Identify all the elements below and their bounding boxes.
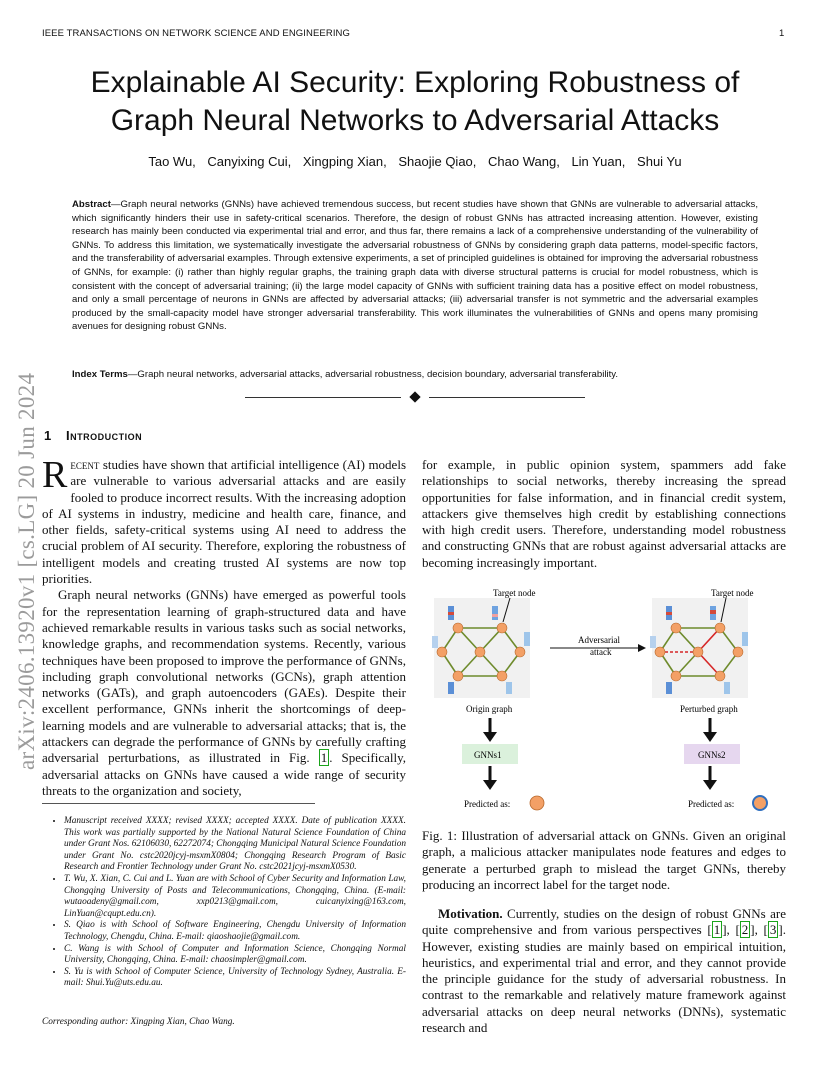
index-terms-text: —Graph neural networks, adversarial attacks, adversarial robustness, decision boundary, adversarial transferability. bbox=[127, 369, 619, 380]
index-terms-label: Index Terms bbox=[72, 369, 128, 380]
adversarial-attack-arrow bbox=[550, 635, 646, 657]
index-terms bbox=[72, 368, 758, 382]
arxiv-stamp: arXiv:2406.13920v1 [cs.LG] 20 Jun 2024 bbox=[14, 372, 39, 770]
origin-graph-label: Origin graph bbox=[466, 704, 513, 714]
origin-graph bbox=[432, 588, 535, 714]
section-number: 1 bbox=[44, 428, 52, 443]
page-number: 1 bbox=[779, 28, 785, 39]
running-head: IEEE TRANSACTIONS ON NETWORK SCIENCE AND ENGINEERING bbox=[42, 28, 351, 39]
drop-cap: R bbox=[42, 454, 68, 496]
target-node-label: Target node bbox=[711, 588, 754, 598]
author: Shaojie Qiao, bbox=[398, 154, 477, 169]
gnn1-label: GNNs1 bbox=[474, 750, 502, 760]
right-column-top bbox=[422, 457, 786, 571]
target-node-label: Target node bbox=[493, 588, 536, 598]
abstract-text: —Graph neural networks (GNNs) have achieved tremendous success, but recent studies have shown that GNNs are vulnerable to adversarial attacks, which significantly hinders their use in safety-critical scenarios. Therefore, the design of robust GNNs has attracted increasing attention. However, existing research has mainly been conducted via experimental trial and error, and thus far, there remains a lack of a comprehensive understanding of the vulnerability of GNNs. To address this limitation, we systematically investigate the adversarial robustness of GNNs by considering graph data patterns, model-specific factors, and the transferability of adversarial examples. Through extensive experiments, a set of principled guidelines is obtained for improving the adversarial robustness of GNNs, for example: (i) rather than highly regular graphs, the training graph data with diverse structural patterns is crucial for model robustness, which is consistent with the concept of adversarial training; (ii) the large model capacity of GNNs with sufficient training data has a positive effect on model robustness, and only a small percentage of neurons in GNNs are affected by adversarial attacks; (iii) adversarial transfer is not symmetric and the adversarial examples produced by the small-capacity model have stronger adversarial transferability. This work illuminates the vulnerabilities of GNNs and opens many promising avenues for designing robust GNNs. bbox=[72, 199, 758, 333]
svg-text:attack: attack bbox=[590, 647, 612, 657]
svg-text:Adversarial: Adversarial bbox=[578, 635, 620, 645]
footnote: • C. Wang is with School of Computer and Information Science, Chongqing Normal University, Chongqing, China. E-mail: chaosimpler@gmail.com. bbox=[64, 944, 406, 967]
corresponding-author: Corresponding author: Xingping Xian, Chao Wang. bbox=[42, 1017, 235, 1027]
author: Chao Wang, bbox=[488, 154, 560, 169]
author: Xingping Xian, bbox=[302, 154, 387, 169]
section-title: Introduction bbox=[66, 428, 143, 443]
predicted-label-left: Predicted as: bbox=[464, 799, 511, 809]
author: Canyixing Cui, bbox=[207, 154, 292, 169]
predicted-label-right: Predicted as: bbox=[688, 799, 735, 809]
author: Lin Yuan, bbox=[571, 154, 626, 169]
section-divider bbox=[245, 394, 585, 402]
left-column bbox=[42, 454, 406, 799]
figure-1 bbox=[420, 578, 790, 818]
right-paragraph-1: for example, in public opinion system, spammers add fake relationships to social networks, thereby increasing the spread opportunities for false information, and in financial credit system, attackers give themselves high credit by establishing connections with high credit users. Therefore, understanding model robustness and constructing GNNs that are robust against adversarial attacks are becoming increasingly important. bbox=[422, 457, 786, 570]
figure-ref-link[interactable]: 1 bbox=[320, 750, 328, 766]
abstract bbox=[72, 198, 758, 334]
intro-paragraph-2: Graph neural networks (GNNs) have emerged as powerful tools for the representation learning of graph-structured data and have achieved remarkable results in various tasks such as social networks, knowledge graphs, and recommendation systems. Recently, various techniques have been proposed to improve the performance of GNNs, including graph convolutional networks (GCNs), graph attention networks (GATs), and graph autoencoders (GAEs). Despite their excellent performance, GNNs inherit the shortcomings of deep-learning models and are vulnerable to adversarial attacks; that is, the attackers can degrade the performance of GNNs by carefully crafting adversarial perturbations, as illustrated in Fig. 1 . Specifically, adversarial attacks on GNNs have caused a wide range of security threats to the organization and society, bbox=[42, 587, 406, 798]
author: Shui Yu bbox=[637, 154, 682, 169]
footnote: • S. Yu is with School of Computer Science, University of Technology Sydney, Australia. E-mail: Shui.Yu@uts.edu.au. bbox=[64, 967, 406, 990]
footnote-rule bbox=[42, 803, 315, 804]
author-list bbox=[40, 154, 790, 169]
citation-link[interactable]: 1 bbox=[713, 922, 721, 938]
perturbed-graph bbox=[650, 588, 753, 714]
perturbed-graph-label: Perturbed graph bbox=[680, 704, 738, 714]
figure-caption: Fig. 1: Illustration of adversarial attack on GNNs. Given an original graph, a malicious attacker manipulates node features and edges to generate a perturbed graph to mislead the target GNNs, thereby producing an incorrect label for the target node. bbox=[422, 828, 786, 892]
title-line-1: Explainable AI Security: Exploring Robustness of bbox=[90, 66, 740, 99]
paper-title bbox=[40, 64, 790, 140]
footnote: • Manuscript received XXXX; revised XXXX; accepted XXXX. Date of publication XXXX. This work was partially supported by the National Natural Science Foundation of China under Grant Nos. 62106030, 62272074; Chongqing Municipal Natural Science Foundation under Grant No. cstc2020jcyj-msxmX0804; Chongqing Research Program of Basic Research and Frontier Technology under Grant No. cstc2021jcyj-msxmX0530. bbox=[64, 816, 406, 874]
citation-link[interactable]: 2 bbox=[741, 922, 749, 938]
diamond-icon bbox=[409, 391, 420, 402]
author: Tao Wu, bbox=[148, 154, 196, 169]
footnote: • T. Wu, X. Xian, C. Cui and L. Yuan are with School of Cyber Security and Information Law, Chongqing University of Posts and Telecommunications, Chongqing, China. (E-mail: wutaoadeny@gmail.com, xxp0213@gmail.com, cuicanyixing@163.com, LinYuan@cqupt.edu.cn). bbox=[64, 874, 406, 920]
footnote: • S. Qiao is with School of Software Engineering, Chengdu University of Information Technology, Chengdu, China. E-mail: qiaoshaojie@gmail.com. bbox=[64, 920, 406, 943]
motivation-label: Motivation. bbox=[438, 906, 503, 921]
gnn2-label: GNNs2 bbox=[698, 750, 726, 760]
title-line-2: Graph Neural Networks to Adversarial Attacks bbox=[110, 104, 720, 137]
motivation-paragraph: Motivation. Currently, studies on the design of robust GNNs are quite comprehensive and from various perspectives [ 1 ], [ 2 ], [ 3 ]. However, existing studies are mainly based on empirical intuition, heuristics, and experimental trial and error, and they cannot provide the principle guidance for the study of adversarial robustness. In contrast to the remarkable and relatively mature framework against adversarial attacks on deep neural networks (DNNs), systematic research and bbox=[422, 906, 786, 1036]
prediction-node-wrong bbox=[753, 796, 767, 810]
abstract-label: Abstract bbox=[72, 199, 111, 210]
citation-link[interactable]: 3 bbox=[769, 922, 777, 938]
prediction-node-correct bbox=[530, 796, 544, 810]
footnotes bbox=[42, 816, 406, 990]
intro-paragraph-1: Recent studies have shown that artificial intelligence (AI) models are vulnerable to various adversarial attacks and are easily fooled to produce incorrect results. With the increasing adoption of AI systems in industry, medicine and health care, finance, and other fields, safety-critical systems using AI need to address the crucial problem of AI security. Therefore, exploring the robustness of intelligent models and creating trusted AI systems are now top priorities. bbox=[42, 454, 406, 587]
